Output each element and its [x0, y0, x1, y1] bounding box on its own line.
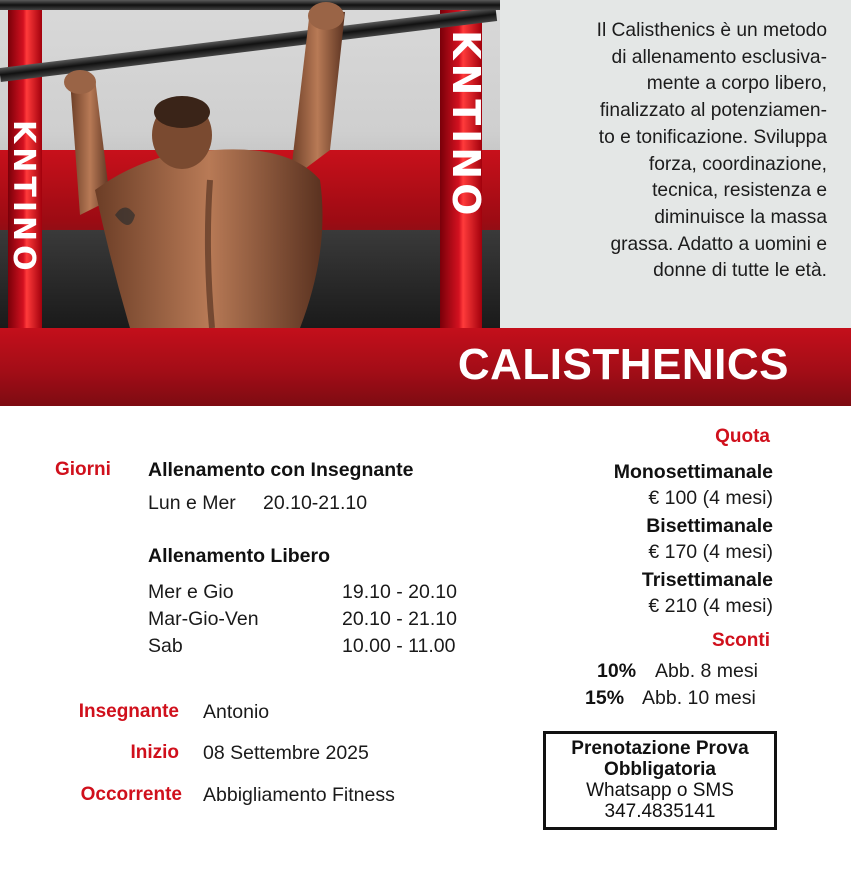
free-row-days: Mer e Gio	[148, 581, 234, 603]
discount-percent: 15%	[585, 687, 625, 709]
booking-phone: 347.4835141	[604, 801, 716, 822]
start-label: Inizio	[130, 742, 179, 763]
intro-panel	[500, 0, 851, 328]
free-row-days: Sab	[148, 635, 183, 657]
title-banner	[0, 328, 851, 406]
with-teacher-days: Lun e Mer	[148, 492, 236, 514]
pricing-label: Quota	[715, 426, 770, 447]
teacher-label: Insegnante	[78, 701, 179, 722]
discounts-label: Sconti	[711, 630, 770, 651]
free-row-time: 19.10 - 20.10	[342, 581, 457, 603]
with-teacher-heading: Allenamento con Insegnante	[148, 459, 414, 481]
booking-box	[543, 731, 777, 830]
start-value: 08 Settembre 2025	[203, 742, 369, 764]
days-label: Giorni	[55, 459, 111, 480]
required-label: Occorrente	[80, 784, 182, 805]
booking-line1: Prenotazione Prova	[571, 738, 749, 759]
free-row-days: Mar-Gio-Ven	[148, 608, 259, 630]
plan-name: Bisettimanale	[646, 515, 773, 537]
free-row-time: 20.10 - 21.10	[342, 608, 457, 630]
athlete-illustration	[0, 0, 500, 328]
discount-desc: Abb. 8 mesi	[655, 660, 758, 682]
free-row-time: 10.00 - 11.00	[342, 635, 456, 657]
plan-name: Monosettimanale	[613, 461, 773, 483]
photo-pole-lettering-left: KNTINO	[6, 120, 41, 275]
booking-line2: Obbligatoria	[604, 759, 716, 780]
plan-price: € 100 (4 mesi)	[648, 487, 773, 509]
with-teacher-time: 20.10-21.10	[263, 492, 368, 514]
hero-photo	[0, 0, 500, 328]
booking-line3: Whatsapp o SMS	[586, 780, 734, 801]
intro-text: Il Calisthenics è un metodo di allenamento esclusiva- mente a corpo libero, finalizzato al potenziamen- to e tonificazione. Sviluppa forza, coordinazione, tecnica, resistenza e diminuisce la massa grassa. Adatto a uomini e donne di tutte le età.	[596, 20, 827, 282]
required-value: Abbigliamento Fitness	[203, 784, 395, 806]
teacher-value: Antonio	[203, 701, 270, 723]
plan-price: € 210 (4 mesi)	[648, 595, 773, 617]
page-title: CALISTHENICS	[457, 340, 789, 389]
free-training-heading: Allenamento Libero	[148, 545, 331, 567]
photo-pole-lettering: KNTINO	[444, 30, 488, 220]
plan-name: Trisettimanale	[641, 569, 773, 591]
discount-percent: 10%	[597, 660, 637, 682]
discount-desc: Abb. 10 mesi	[642, 687, 756, 709]
plan-price: € 170 (4 mesi)	[648, 541, 773, 563]
